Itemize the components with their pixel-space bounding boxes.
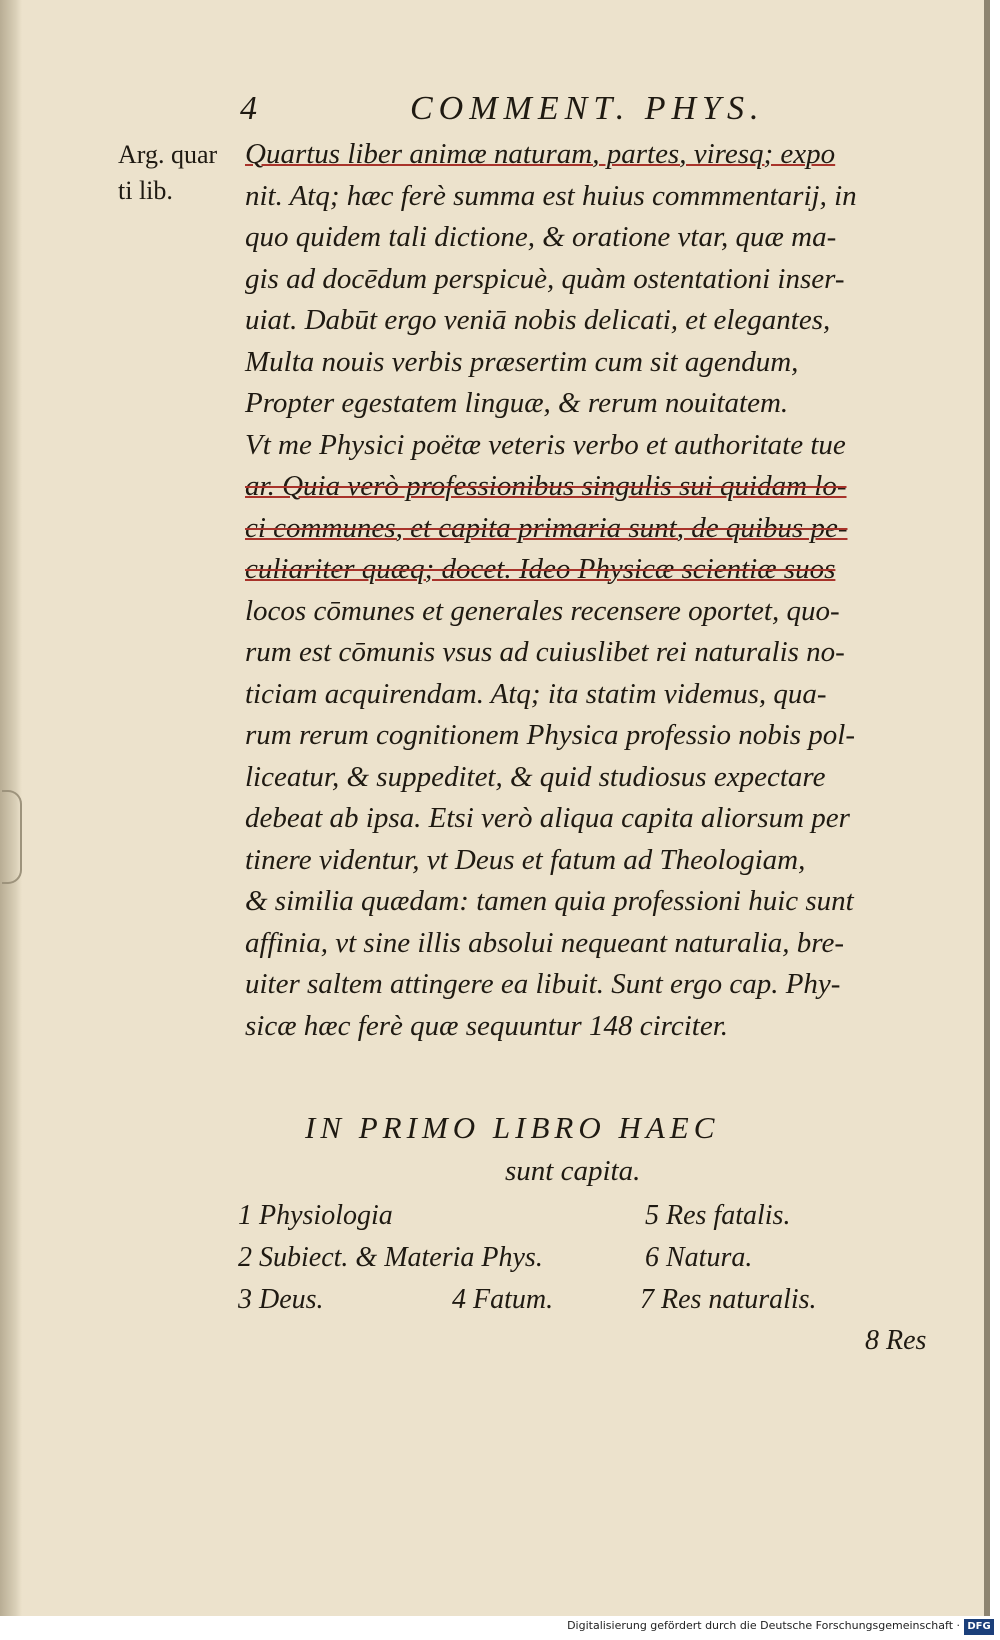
text-line: Quartus liber animæ naturam, partes, viresq; expo <box>245 138 836 170</box>
text-line: liceatur, & suppeditet, & quid studiosus expectare <box>245 760 826 793</box>
toc-item: 7 Res naturalis. <box>640 1284 817 1315</box>
text-line: uiter saltem attingere ea libuit. Sunt ergo cap. Phy- <box>245 968 841 1000</box>
text-line: Multa nouis verbis præsertim cum sit agendum, <box>245 345 799 378</box>
running-title: COMMENT. PHYS. <box>410 90 765 127</box>
credit-text: Digitalisierung gefördert durch die Deutsche Forschungsgemeinschaft · <box>567 1619 960 1632</box>
text-line: tinere videntur, vt Deus et fatum ad Theologiam, <box>245 843 806 876</box>
text-line: affinia, vt sine illis absolui nequeant naturalia, bre- <box>245 926 845 959</box>
text-line: gis ad docēdum perspicuè, quàm ostentationi inser- <box>245 262 845 295</box>
text-line: locos cōmunes et generales recensere oportet, quo- <box>245 594 840 627</box>
body-text <box>245 134 945 1047</box>
section-subheading: sunt capita. <box>505 1155 641 1187</box>
fold-mark <box>2 790 22 884</box>
text-line: rum est cōmunis vsus ad cuiuslibet rei naturalis no- <box>245 636 845 668</box>
text-line: Propter egestatem linguæ, & rerum nouitatem. <box>245 387 789 419</box>
text-line: sicæ hæc ferè quæ sequuntur 148 circiter. <box>245 1009 729 1042</box>
text-line: Vt me Physici poëtæ veteris verbo et authoritate tue <box>245 428 846 461</box>
section-heading: IN PRIMO LIBRO HAEC <box>305 1110 720 1145</box>
text-line-struck: culiariter quæq; docet. Ideo Physicæ scientiæ suos <box>245 553 836 585</box>
text-line: debeat ab ipsa. Etsi verò aliqua capita aliorsum per <box>245 802 850 834</box>
text-line-struck: ar. Quia verò professionibus singulis sui quidam lo- <box>245 470 847 502</box>
text-line: quo quidem tali dictione, & oratione vtar, quæ ma- <box>245 221 837 253</box>
catchword: 8 Res <box>865 1325 927 1356</box>
margin-note <box>118 137 248 209</box>
margin-note-line: Arg. quar <box>118 140 218 169</box>
toc-item: 3 Deus. <box>238 1284 324 1315</box>
text-line: ticiam acquirendam. Atq; ita statim videmus, qua- <box>245 677 827 710</box>
toc-item: 4 Fatum. <box>452 1284 554 1315</box>
dfg-logo: DFG <box>964 1619 994 1635</box>
text-line: nit. Atq; hæc ferè summa est huius commmentarij, in <box>245 179 857 212</box>
text-line: rum rerum cognitionem Physica professio nobis pol- <box>245 719 856 751</box>
credit-bar <box>0 1616 1000 1640</box>
page-number: 4 <box>240 90 263 127</box>
text-line: uiat. Dabūt ergo veniā nobis delicati, et elegantes, <box>245 304 831 336</box>
toc-item: 2 Subiect. & Materia Phys. <box>238 1242 543 1273</box>
toc-item: 5 Res fatalis. <box>645 1200 791 1231</box>
text-line: & similia quædam: tamen quia professioni huic sunt <box>245 885 854 917</box>
margin-note-line: ti lib. <box>118 176 173 205</box>
running-head <box>240 90 810 134</box>
text-line-struck: ci communes, et capita primaria sunt, de quibus pe- <box>245 511 848 544</box>
toc-item: 1 Physiologia <box>238 1200 393 1231</box>
toc-item: 6 Natura. <box>645 1242 753 1273</box>
